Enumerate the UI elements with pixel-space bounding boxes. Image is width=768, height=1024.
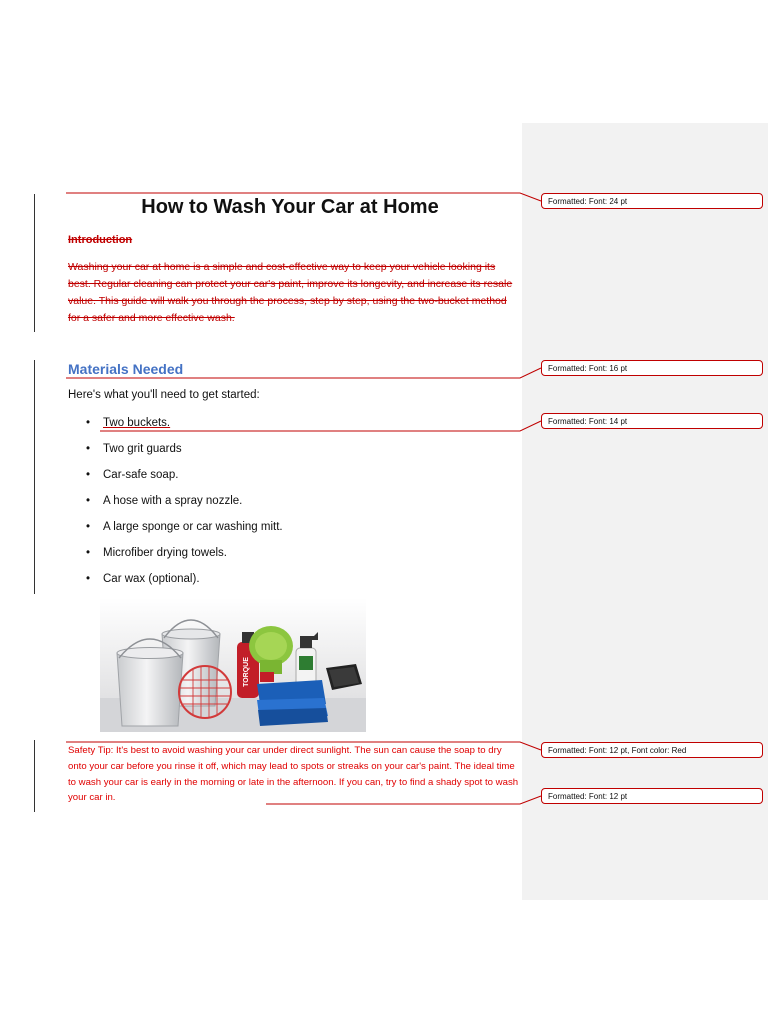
list-item — [86, 519, 283, 545]
format-comment-balloon[interactable]: Formatted: Font: 14 pt — [541, 413, 763, 429]
list-item-text: Two buckets. — [103, 417, 171, 429]
list-item — [86, 441, 283, 467]
intro-heading-deleted: Introduction — [68, 234, 133, 246]
change-bar — [34, 360, 35, 594]
document-title: How to Wash Your Car at Home — [141, 196, 439, 218]
bottle-label: TORQUE — [243, 657, 250, 687]
list-item-text: Microfiber drying towels. — [103, 547, 227, 559]
list-item — [86, 571, 283, 597]
bullet-icon: • — [86, 521, 91, 533]
list-item-text: Car-safe soap. — [103, 469, 179, 481]
list-item-text: A hose with a spray nozzle. — [103, 495, 243, 507]
car-wash-supplies-image — [100, 598, 366, 732]
bullet-icon: • — [86, 469, 91, 481]
list-item — [86, 467, 283, 493]
intro-paragraph-deleted: Washing your car at home is a simple and cost-effective way to keep your vehicle looking its best. Regular cleaning can protect your car's paint, improve its longevity, and increase its resale value. This guide will walk you through the process, step by step, using the two-bucket method for a safer and more effective wash. — [68, 261, 513, 324]
format-comment-balloon[interactable]: Formatted: Font: 24 pt — [541, 193, 763, 209]
change-bar — [34, 740, 35, 812]
bullet-icon: • — [86, 495, 91, 507]
safety-tip-paragraph: Safety Tip: It's best to avoid washing your car under direct sunlight. The sun can cause the soap to dry onto your car before you rinse it off, which may lead to spots or streaks on your car's paint. The ideal time to wash your car is early in the morning or late in the afternoon. If you can, try to find a shady spot to wash your car in. — [68, 745, 519, 804]
list-item-text: A large sponge or car washing mitt. — [103, 521, 283, 533]
comment-margin-pane — [522, 123, 768, 900]
bullet-icon: • — [86, 573, 91, 585]
format-comment-balloon[interactable]: Formatted: Font: 16 pt — [541, 360, 763, 376]
list-item-text: Car wax (optional). — [103, 573, 200, 585]
bullet-icon: • — [86, 547, 91, 559]
materials-list — [86, 415, 283, 597]
format-comment-balloon[interactable]: Formatted: Font: 12 pt, Font color: Red — [541, 742, 763, 758]
materials-lead: Here's what you'll need to get started: — [68, 389, 260, 401]
format-comment-balloon[interactable]: Formatted: Font: 12 pt — [541, 788, 763, 804]
change-bar — [34, 194, 35, 332]
list-item — [86, 493, 283, 519]
materials-heading: Materials Needed — [68, 361, 184, 377]
bullet-icon: • — [86, 417, 91, 429]
list-item — [86, 415, 283, 441]
bullet-icon: • — [86, 443, 91, 455]
list-item — [86, 545, 283, 571]
list-item-text: Two grit guards — [103, 443, 182, 455]
